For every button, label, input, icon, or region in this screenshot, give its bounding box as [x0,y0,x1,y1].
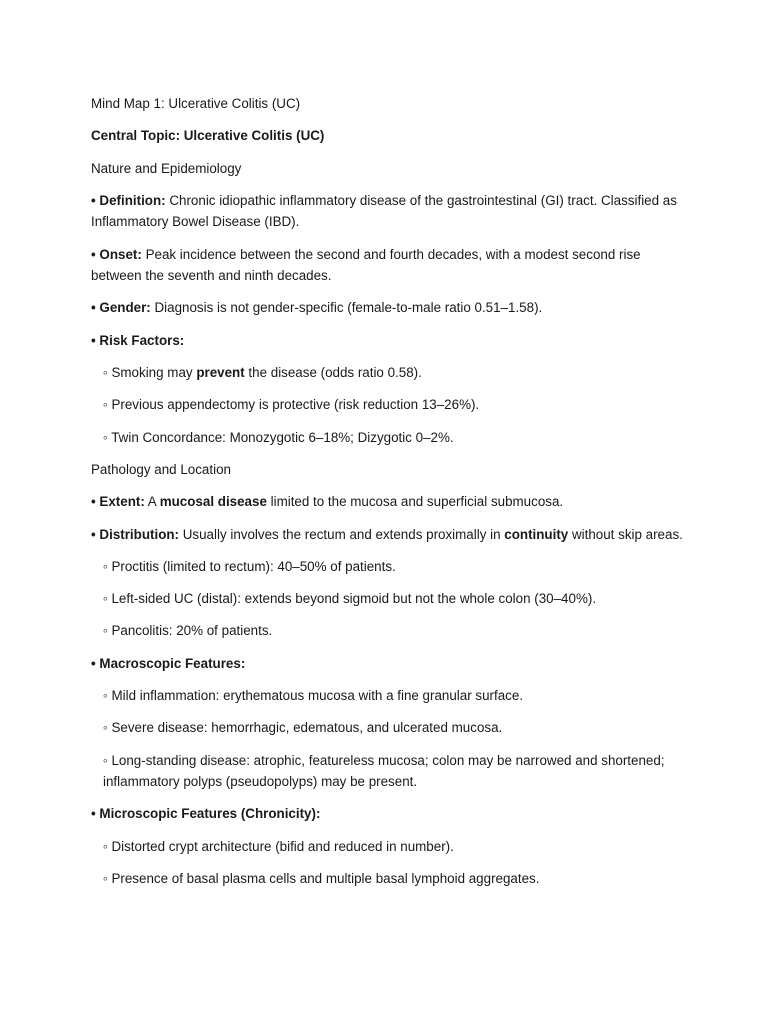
distribution-item [91,524,691,546]
microscopic-item [91,803,691,825]
section-heading-pathology [91,459,691,481]
proctitis-text: Proctitis (limited to rectum): 40–50% of patients. [111,558,396,574]
extent-label: Extent: [99,494,145,510]
sub-bullet-glyph: ◦ [103,688,112,704]
sub-bullet-glyph: ◦ [103,429,112,445]
sub-bullet-glyph: ◦ [103,623,112,639]
bullet-glyph: • [91,192,100,208]
macroscopic-label: Macroscopic Features: [99,655,246,671]
document-title [91,93,691,115]
document-body [91,93,691,900]
risk-smoking-item [91,362,691,384]
definition-item [91,190,691,233]
micro-plasma-item [91,868,691,890]
gender-label: Gender: [99,300,151,316]
risk-factors-label: Risk Factors: [99,332,185,348]
risk-factors-item [91,330,691,352]
distribution-text-a: Usually involves the rectum and extends proximally in [179,526,505,542]
micro-crypt-item [91,836,691,858]
macro-severe-item [91,717,691,739]
extent-text-c: limited to the mucosa and superficial submucosa. [266,494,564,510]
central-topic-text: Central Topic: Ulcerative Colitis (UC) [91,128,325,144]
distribution-label: Distribution: [99,526,180,542]
extent-text-a: A [144,494,160,510]
sub-bullet-glyph: ◦ [103,558,112,574]
sub-bullet-glyph: ◦ [103,591,112,607]
macro-long-standing-item [91,750,691,793]
macro-long-standing-text: Long-standing disease: atrophic, featureless mucosa; colon may be narrowed and shortened; inflammatory polyps (pseudopolyps) may be present. [103,752,665,790]
left-sided-item [91,588,691,610]
macroscopic-item [91,653,691,675]
sub-bullet-glyph: ◦ [103,838,112,854]
bullet-glyph: • [91,655,100,671]
bullet-glyph: • [91,246,100,262]
section-heading-text: Nature and Epidemiology [91,160,242,176]
sub-bullet-glyph: ◦ [103,397,112,413]
risk-twin-item [91,427,691,449]
micro-crypt-text: Distorted crypt architecture (bifid and reduced in number). [111,838,454,854]
macro-severe-text: Severe disease: hemorrhagic, edematous, and ulcerated mucosa. [111,720,503,736]
bullet-glyph: • [91,300,100,316]
smoking-text-a: Smoking may [111,365,197,381]
sub-bullet-glyph: ◦ [103,365,112,381]
definition-label: Definition: [99,192,166,208]
appendectomy-text: Previous appendectomy is protective (risk reduction 13–26%). [111,397,480,413]
onset-text: Peak incidence between the second and fourth decades, with a modest second rise between the seventh and ninth decades. [91,246,641,284]
sub-bullet-glyph: ◦ [103,752,112,768]
bullet-glyph: • [91,332,100,348]
macro-mild-item [91,685,691,707]
smoking-text-c: the disease (odds ratio 0.58). [244,365,422,381]
twin-text: Twin Concordance: Monozygotic 6–18%; Dizygotic 0–2%. [111,429,454,445]
gender-item [91,297,691,319]
left-sided-text: Left-sided UC (distal): extends beyond sigmoid but not the whole colon (30–40%). [111,591,597,607]
risk-appendectomy-item [91,394,691,416]
section-heading-nature [91,158,691,180]
bullet-glyph: • [91,526,100,542]
section-heading-text: Pathology and Location [91,461,231,477]
sub-bullet-glyph: ◦ [103,871,112,887]
onset-item [91,244,691,287]
extent-item [91,491,691,513]
document-title-text: Mind Map 1: Ulcerative Colitis (UC) [91,96,301,111]
bullet-glyph: • [91,494,100,510]
sub-bullet-glyph: ◦ [103,720,112,736]
proctitis-item [91,556,691,578]
macro-mild-text: Mild inflammation: erythematous mucosa with a fine granular surface. [111,688,524,704]
pancolitis-item [91,620,691,642]
onset-label: Onset: [99,246,142,262]
distribution-text-c: without skip areas. [568,526,683,542]
definition-text: Chronic idiopathic inflammatory disease of the gastrointestinal (GI) tract. Classified as Inflammatory Bowel Disease (IBD). [91,192,677,230]
central-topic [91,125,691,147]
micro-plasma-text: Presence of basal plasma cells and multiple basal lymphoid aggregates. [111,871,540,887]
distribution-text-emphasis: continuity [504,526,569,542]
smoking-text-emphasis: prevent [196,365,245,381]
bullet-glyph: • [91,806,100,822]
gender-text: Diagnosis is not gender-specific (female-to-male ratio 0.51–1.58). [150,300,543,316]
extent-text-emphasis: mucosal disease [159,494,267,510]
microscopic-label: Microscopic Features (Chronicity): [99,806,321,822]
pancolitis-text: Pancolitis: 20% of patients. [111,623,273,639]
